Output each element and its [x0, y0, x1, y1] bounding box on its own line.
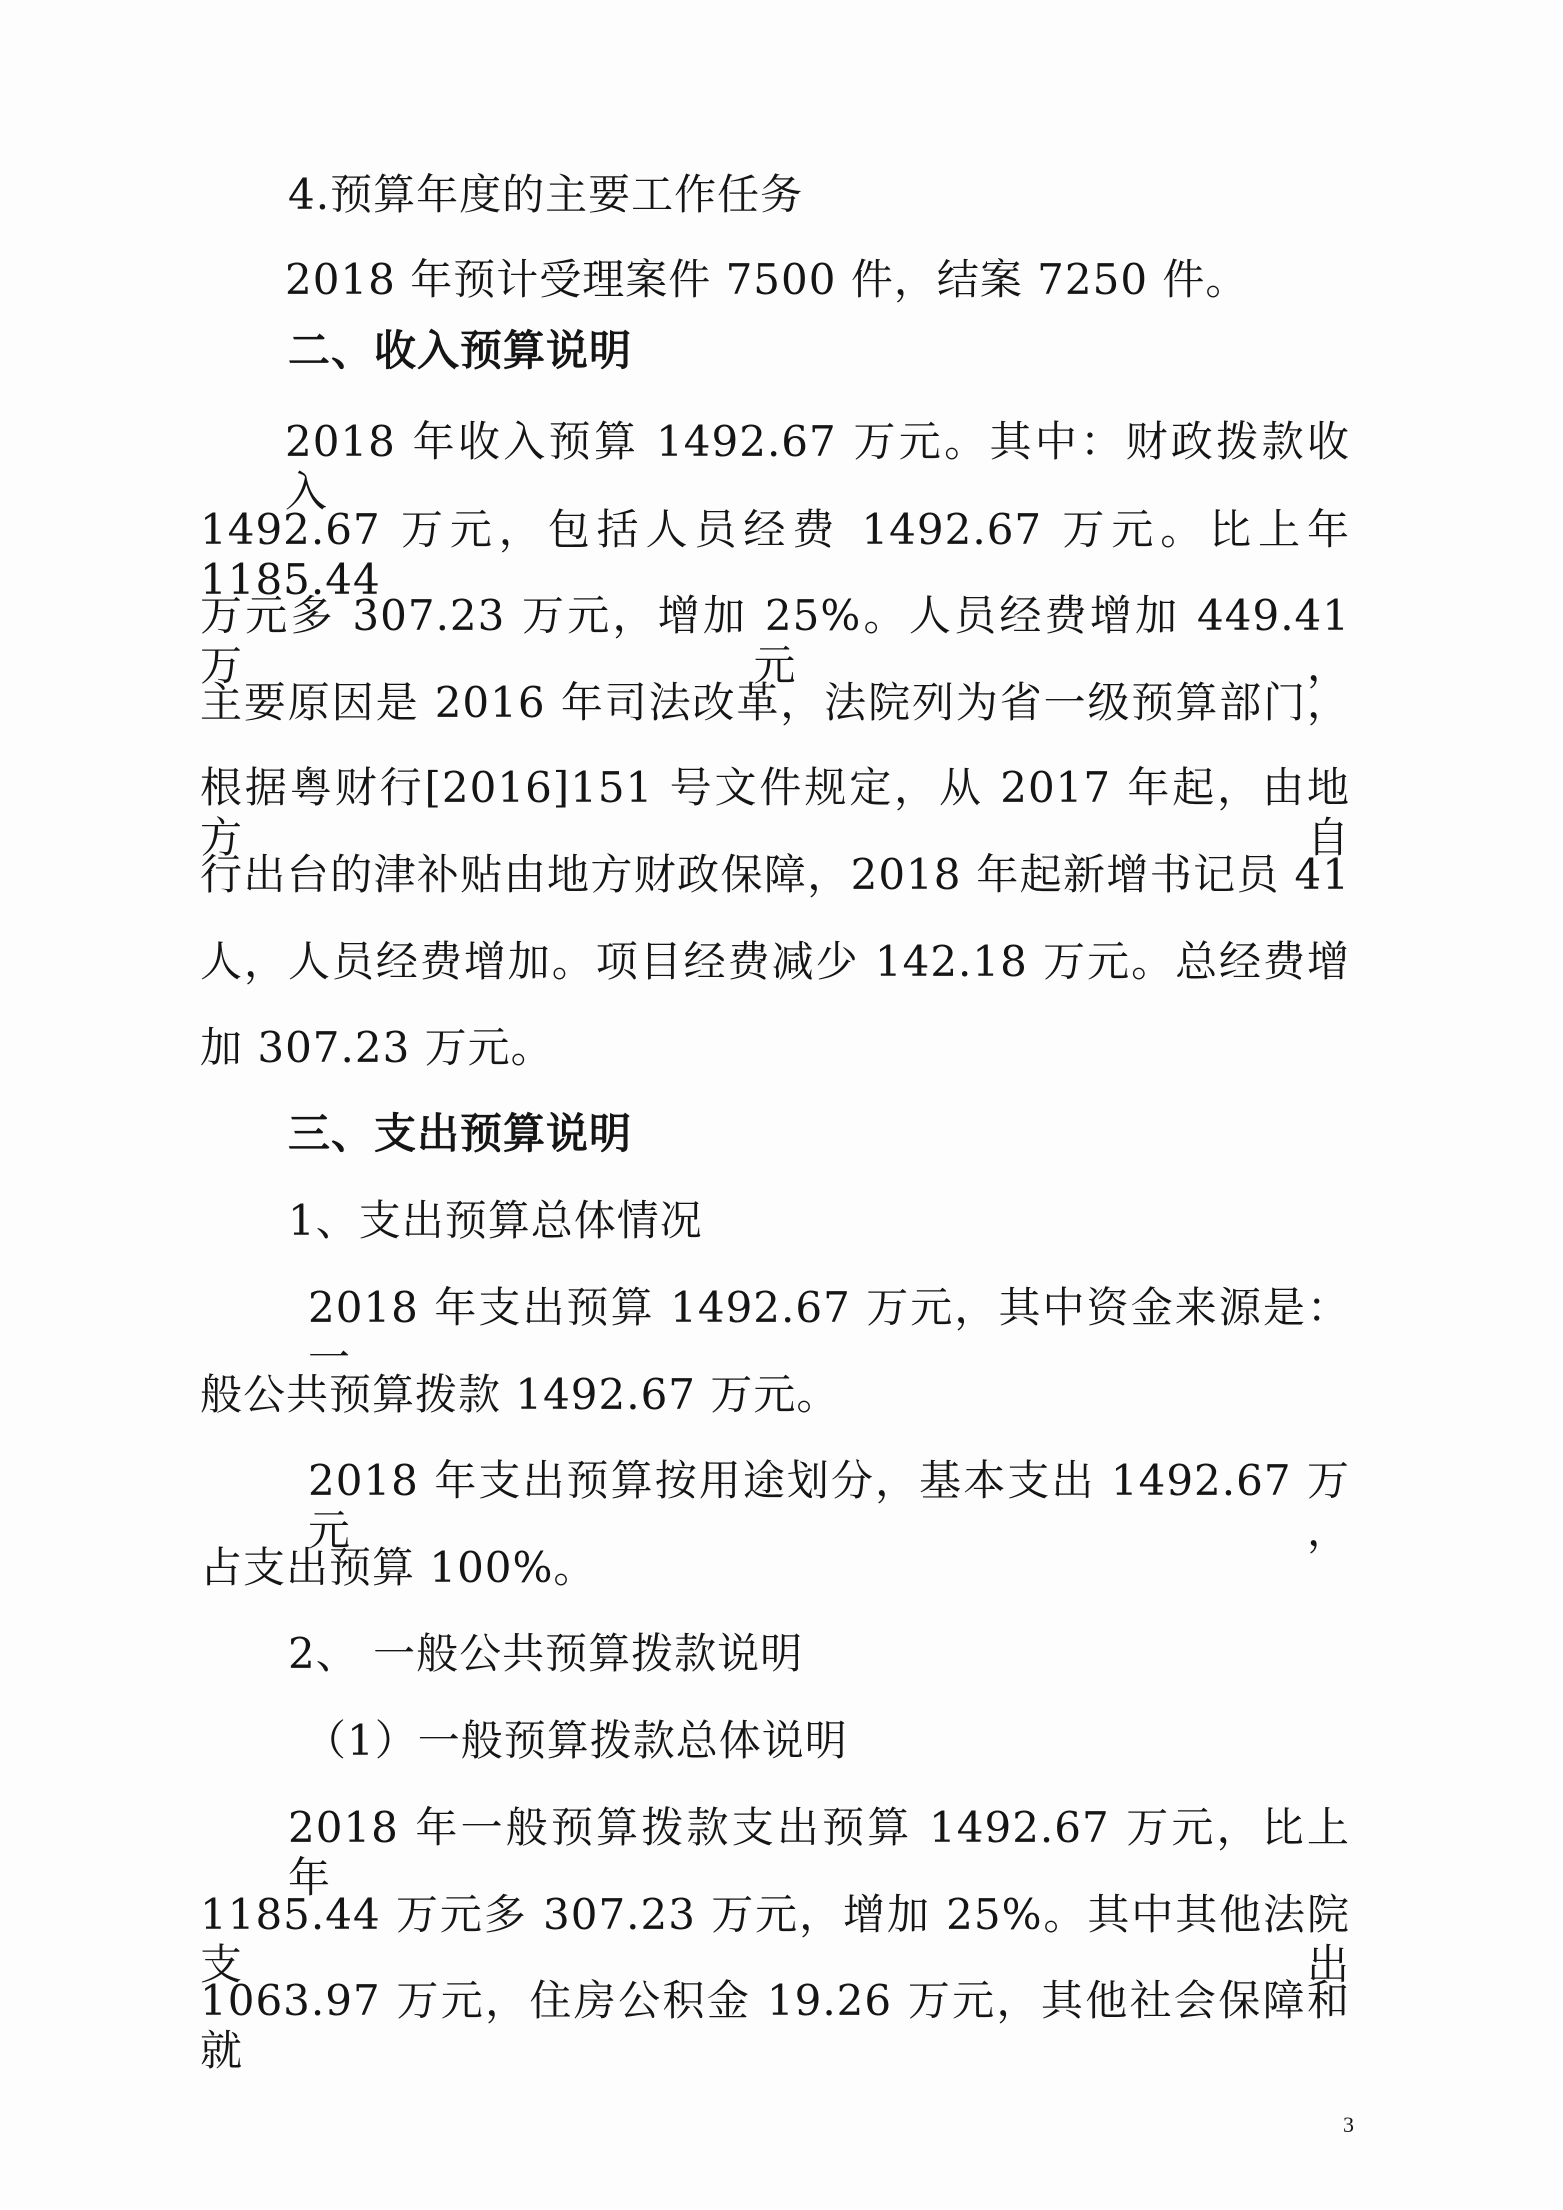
paragraph-line: 般公共预算拨款 1492.67 万元。 [200, 1370, 840, 1419]
paragraph-line: 根据粤财行[2016]151 号文件规定，从 2017 年起，由地方自 [200, 763, 1350, 862]
section-heading-expenditure-budget: 三、支出预算说明 [288, 1109, 633, 1158]
paragraph-line: 2018 年收入预算 1492.67 万元。其中：财政拨款收入 [285, 417, 1350, 516]
paragraph-line: 1063.97 万元，住房公积金 19.26 万元，其他社会保障和就 [200, 1976, 1350, 2075]
subsection-heading-overview: 1、支出预算总体情况 [288, 1196, 703, 1245]
subsection-heading-general-budget-overview: （1）一般预算拨款总体说明 [304, 1716, 848, 1765]
paragraph-line: 2018 年支出预算 1492.67 万元，其中资金来源是：一 [308, 1283, 1350, 1382]
paragraph-line: 1185.44 万元多 307.23 万元，增加 25%。其中其他法院支出 [200, 1890, 1350, 1989]
paragraph-line: 2018 年预计受理案件 7500 件，结案 7250 件。 [285, 255, 1249, 304]
paragraph-line: 占支出预算 100%。 [200, 1543, 597, 1592]
section-heading-income-budget: 二、收入预算说明 [288, 326, 633, 375]
paragraph-line: 加 307.23 万元。 [200, 1023, 554, 1072]
subsection-heading-general-budget: 2、 一般公共预算拨款说明 [288, 1629, 804, 1678]
subsection-heading-work-tasks: 4.预算年度的主要工作任务 [288, 170, 804, 219]
paragraph-line: 人，人员经费增加。项目经费减少 142.18 万元。总经费增 [200, 937, 1350, 986]
page-number: 3 [1343, 2112, 1354, 2137]
paragraph-line: 2018 年一般预算拨款支出预算 1492.67 万元，比上年 [288, 1803, 1350, 1902]
paragraph-line: 2018 年支出预算按用途划分，基本支出 1492.67 万元， [308, 1456, 1350, 1555]
paragraph-line: 万元多 307.23 万元，增加 25%。人员经费增加 449.41 万元， [200, 591, 1350, 690]
paragraph-line: 主要原因是 2016 年司法改革，法院列为省一级预算部门， [200, 678, 1350, 727]
paragraph-line: 行出台的津补贴由地方财政保障，2018 年起新增书记员 41 [200, 850, 1350, 899]
paragraph-line: 1492.67 万元，包括人员经费 1492.67 万元。比上年 1185.44 [200, 505, 1350, 604]
